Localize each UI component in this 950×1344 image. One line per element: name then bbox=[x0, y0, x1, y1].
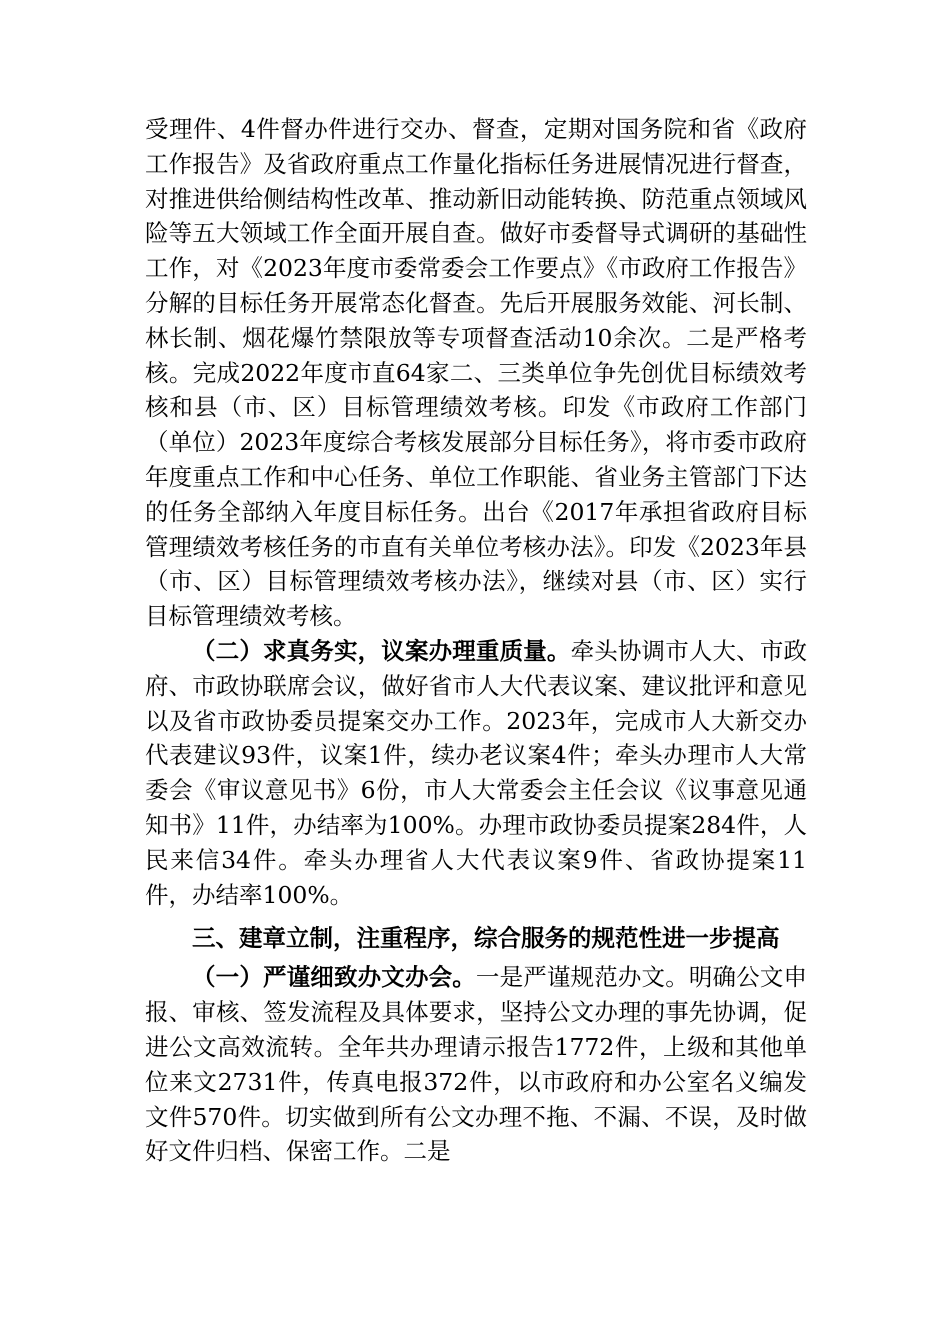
document-page bbox=[145, 112, 807, 1169]
paragraph-text: 受理件、4件督办件进行交办、督查，定期对国务院和省《政府工作报告》及省政府重点工作量化指标任务进展情况进行督查，对推进供给侧结构性改革、推动新旧动能转换、防范重点领域风险等五大领域工作全面开展自查。做好市委督导式调研的基础性工作，对《2023年度市委常委会工作要点》《市政府工作报告》分解的目标任务开展常态化督查。先后开展服务效能、河长制、林长制、烟花爆竹禁限放等专项督查活动10余次。二是严格考核。完成2022年度市直64家二、三类单位争先创优目标绩效考核和县（市、区）目标管理绩效考核。印发《市政府工作部门（单位）2023年度综合考核发展部分目标任务》，将市委市政府年度重点工作和中心任务、单位工作职能、省业务主管部门下达的任务全部纳入年度目标任务。出台《2017年承担省政府目标管理绩效考核任务的市直有关单位考核办法》。印发《2023年县（市、区）目标管理绩效考核办法》，继续对县（市、区）实行目标管理绩效考核。 bbox=[145, 115, 807, 631]
paragraph-proposal-handling bbox=[145, 634, 807, 912]
subsection-heading-1: （一）严谨细致办文办会。 bbox=[192, 963, 476, 992]
section-heading-3: 三、建章立制，注重程序，综合服务的规范性进一步提高 bbox=[192, 924, 780, 953]
subsection-heading-2: （二）求真务实，议案办理重质量。 bbox=[192, 636, 571, 665]
paragraph-supervision-assessment bbox=[145, 112, 807, 634]
paragraph-document-handling bbox=[145, 960, 807, 1169]
paragraph-text: 一是严谨规范办文。明确公文申报、审核、签发流程及具体要求，坚持公文办理的事先协调，促进公文高效流转。全年共办理请示报告1772件，上级和其他单位来文2731件，传真电报372件，以市政府和办公室名义编发文件570件。切实做到所有公文办理不拖、不漏、不误，及时做好文件归档、保密工作。二是 bbox=[145, 963, 808, 1166]
paragraph-text: 牵头协调市人大、市政府、市政协联席会议，做好省市人大代表议案、建议批评和意见以及省市政协委员提案交办工作。2023年，完成市人大新交办代表建议93件，议案1件，续办老议案4件；牵头办理市人大常委会《审议意见书》6份，市人大常委会主任会议《议事意见通知书》11件，办结率为100%。办理市政协委员提案284件，人民来信34件。牵头办理省人大代表议案9件、省政协提案11件，办结率100%。 bbox=[145, 636, 808, 909]
